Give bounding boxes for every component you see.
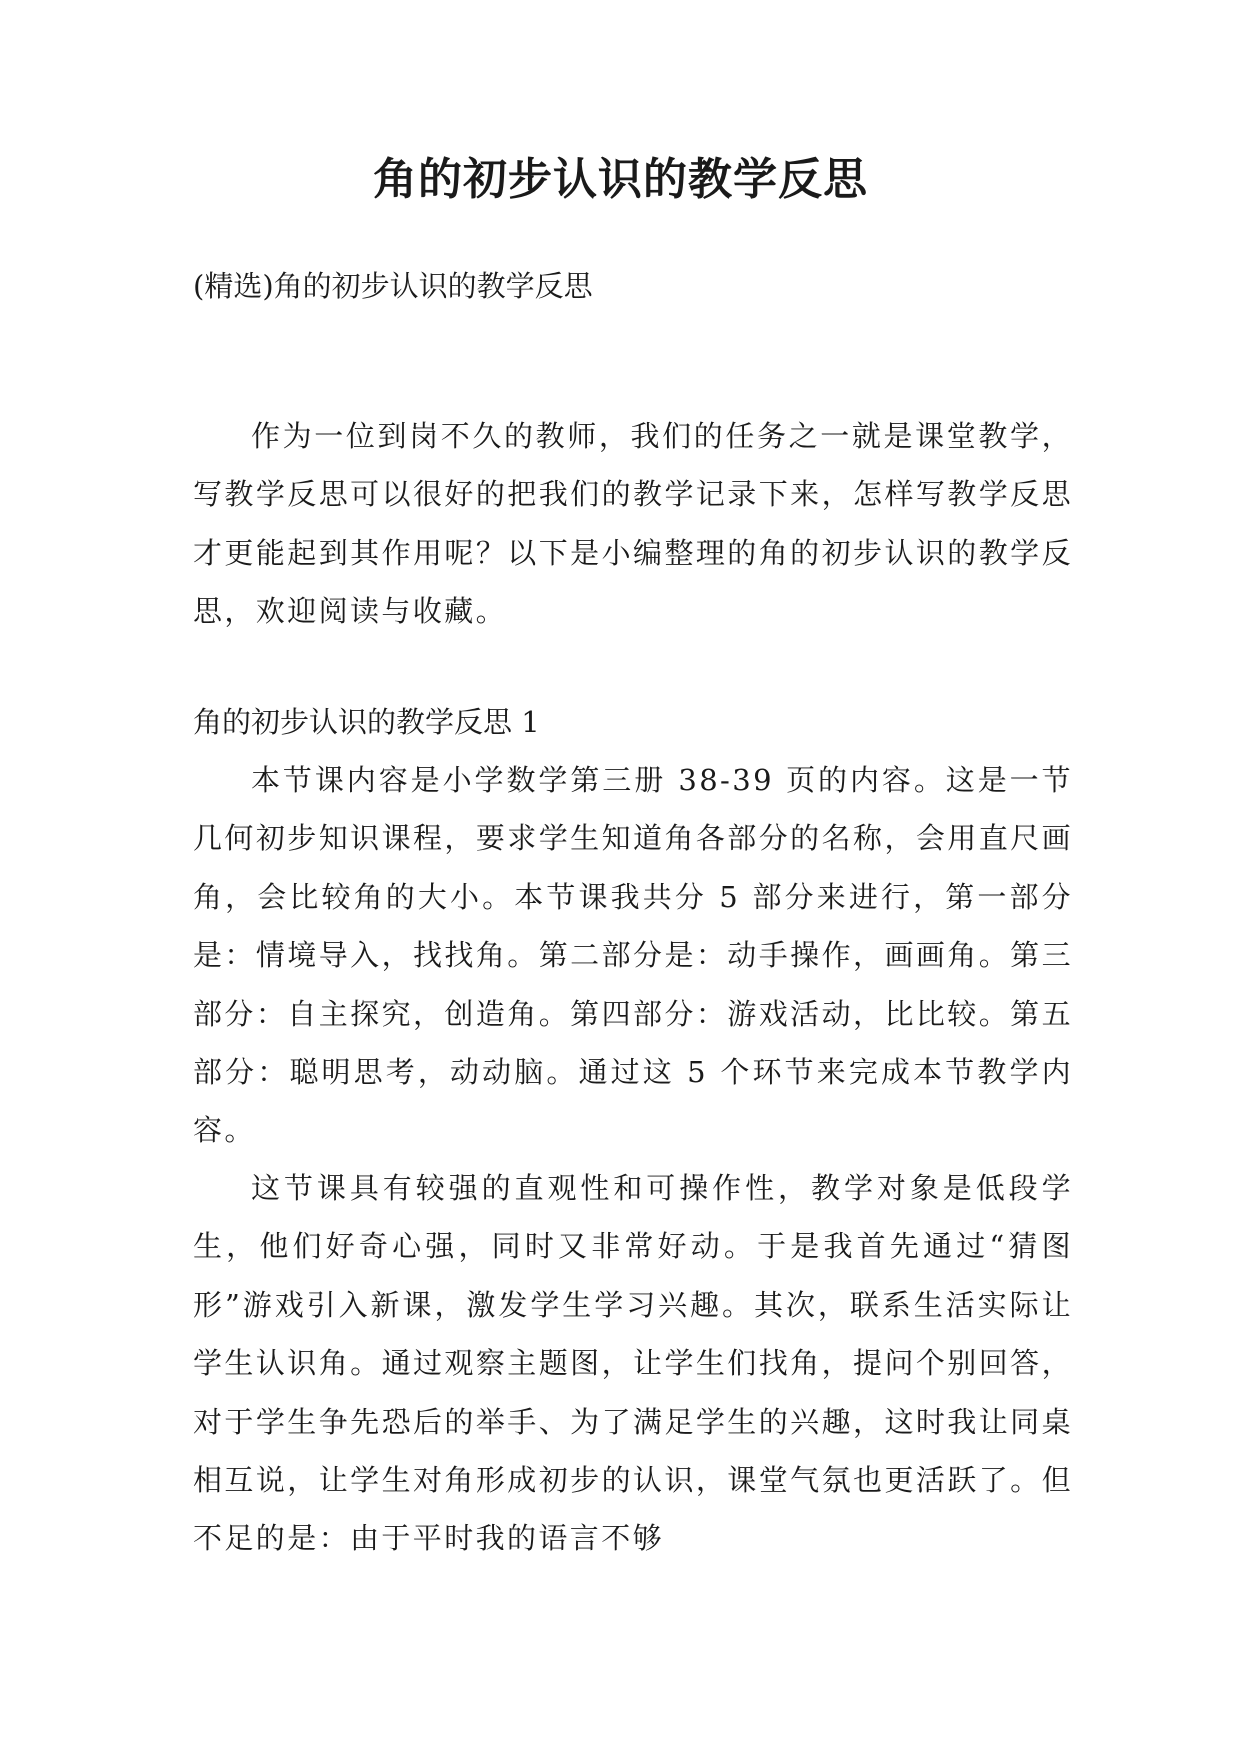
body-paragraph-2: 这节课具有较强的直观性和可操作性，教学对象是低段学生，他们好奇心强，同时又非常好动。于是我首先通过“猜图形”游戏引入新课，激发学生学习兴趣。其次，联系生活实际让学生认识角。通过观察主题图，让学生们找角，提问个别回答，对于学生争先恐后的举手、为了满足学生的兴趣，这时我让同桌相互说，让学生对角形成初步的认识，课堂气氛也更活跃了。但不足的是：由于平时我的语言不够 [193,1171,1073,1556]
document-title: 角的初步认识的教学反思 [373,154,868,205]
section-heading: 角的初步认识的教学反思 1 [193,705,540,739]
body-paragraph-1: 本节课内容是小学数学第三册 38-39 页的内容。这是一节几何初步知识课程，要求学生知道角各部分的名称，会用直尺画角，会比较角的大小。本节课我共分 5 部分来进行，第一部分是：情境导入，找找角。第二部分是：动手操作，画画角。第三部分：自主探究，创造角。第四部分：游戏活动，比比较。第五部分：聪明思考，动动脑。通过这 5 个环节来完成本节教学内容。 [193,763,1073,1148]
intro-paragraph: 作为一位到岗不久的教师，我们的任务之一就是课堂教学，写教学反思可以很好的把我们的教学记录下来，怎样写教学反思才更能起到其作用呢？以下是小编整理的角的初步认识的教学反思，欢迎阅读与收藏。 [193,419,1073,629]
document-subtitle: (精选)角的初步认识的教学反思 [193,269,593,303]
